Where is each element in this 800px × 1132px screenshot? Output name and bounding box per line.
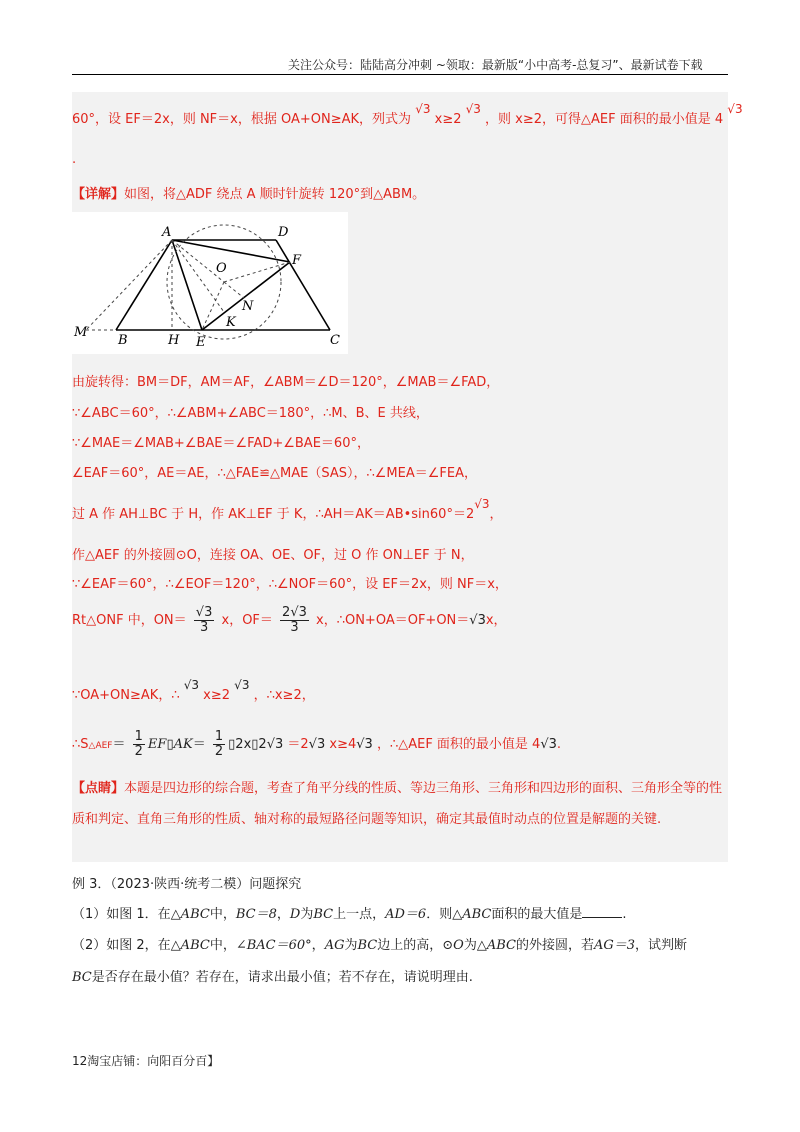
segment-ab bbox=[116, 240, 172, 330]
step-2: ∵∠ABC＝60°，∴∠ABM+∠ABC＝180°，∴M、B、E 共线， bbox=[72, 406, 429, 421]
sqrt-3: √3 bbox=[308, 737, 326, 752]
fraction-2sqrt3-over-3: $\frac{2√3}{3}$ bbox=[282, 605, 307, 635]
question-2-cont: BC是否存在最小值？若存在，请求出最小值；若不存在，请说明理由. bbox=[72, 970, 473, 985]
detail-tag: 【详解】 bbox=[72, 187, 125, 202]
segment-ae bbox=[172, 240, 202, 330]
label-b: B bbox=[118, 333, 128, 348]
label-n: N bbox=[242, 299, 254, 314]
segment-am bbox=[86, 240, 172, 330]
fraction-one-half: $\frac{1}{2}$ bbox=[134, 729, 143, 759]
sqrt-3: √3 bbox=[234, 678, 250, 692]
step-rt: Rt△ONF 中，ON＝ $\frac{√3}{3}$ x，OF＝ $\frac{2√3}{3}$ x，∴ON+OA＝OF+ON＝√3x， bbox=[72, 605, 507, 635]
segment-oe bbox=[202, 282, 224, 330]
sqrt-3: √3 bbox=[465, 102, 481, 116]
sqrt-3: √3 bbox=[356, 737, 373, 752]
solution-line-1-end: . bbox=[72, 152, 77, 167]
answer-blank bbox=[582, 905, 622, 918]
sqrt-3: √3 bbox=[415, 102, 431, 116]
subscript-aef: △AEF bbox=[88, 741, 113, 751]
sqrt-3: √3 bbox=[540, 737, 557, 752]
step-nof: ∵∠EAF＝60°，∴∠EOF＝120°，∴∠NOF＝60°，设 EF＝2x，则 NF＝x， bbox=[72, 577, 508, 592]
label-a: A bbox=[162, 225, 172, 240]
comment-tag: 【点睛】 bbox=[72, 781, 125, 796]
sqrt-3: √3 bbox=[474, 497, 490, 511]
step-circle: 作△AEF 的外接圆⊙O，连接 OA、OE、OF，过 O 作 ON⊥EF 于 N， bbox=[72, 548, 474, 563]
label-h: H bbox=[168, 333, 180, 348]
sqrt-3: √3 bbox=[727, 102, 743, 116]
sqrt-3: √3 bbox=[183, 678, 200, 692]
segment-dc bbox=[276, 240, 330, 330]
fraction-sqrt3-over-3: $\frac{√3}{3}$ bbox=[195, 605, 213, 635]
label-o: O bbox=[216, 261, 227, 276]
page-footer bbox=[72, 1052, 219, 1069]
label-e: E bbox=[196, 335, 206, 350]
label-k: K bbox=[226, 315, 236, 330]
page-header: 关注公众号：陆陆高分冲刺 ~领取：最新版“小中高考-总复习”、最新试卷下载 bbox=[288, 58, 703, 72]
detail-line bbox=[72, 183, 425, 202]
step-area: ∴S△AEF＝ $\frac{1}{2}$ EF▯AK＝ $\frac{1}{2}$ ▯2x▯2√3 ＝2√3 x≥4√3 ，∴△AEF 面积的最小值是 4√3. bbox=[72, 729, 562, 759]
figure-diagram bbox=[72, 212, 348, 354]
label-f: F bbox=[292, 253, 302, 268]
sqrt-3: √3 bbox=[266, 737, 284, 752]
sqrt-3: √3 bbox=[469, 613, 486, 628]
geometry-figure bbox=[72, 212, 348, 354]
footer-text: 淘宝店铺：向阳百分百】 bbox=[87, 1054, 220, 1068]
comment-text: 本题是四边形的综合题，考查了角平分线的性质、等边三角形、三角形和四边形的面积、三角形全等的性质和判定、直角三角形的性质、轴对称的最短路径问题等知识，确定其最值时动点的位置是解题的关键. bbox=[72, 781, 723, 827]
step-3: ∵∠MAE＝∠MAB+∠BAE＝∠FAD+∠BAE＝60°， bbox=[72, 436, 370, 451]
segment-ak bbox=[172, 240, 224, 312]
step-1: 由旋转得：BM＝DF，AM＝AF，∠ABM＝∠D＝120°，∠MAB＝∠FAD， bbox=[72, 375, 500, 390]
page-number: 12 bbox=[72, 1054, 88, 1068]
label-m: M bbox=[74, 325, 88, 340]
step-4: ∠EAF＝60°，AE＝AE，∴△FAE≌△MAE（SAS），∴∠MEA＝∠FEA， bbox=[72, 466, 477, 481]
segment-of bbox=[224, 262, 290, 282]
header-rule bbox=[72, 74, 728, 75]
example-title: 例 3．（2023·陕西·统考二模）问题探究 bbox=[72, 877, 302, 892]
label-d: D bbox=[278, 225, 289, 240]
segment-on bbox=[224, 282, 244, 298]
comment-block bbox=[72, 773, 728, 835]
step-inequality: ∵OA+ON≥AK，∴ √3 x≥2 √3 ，∴x≥2， bbox=[72, 678, 315, 703]
detail-text: 如图，将△ADF 绕点 A 顺时针旋转 120°到△ABM。 bbox=[124, 187, 426, 202]
question-1: （1）如图 1．在△ABC中，BC＝8，D为BC上一点，AD＝6．则△ABC面积的最大值是 . bbox=[72, 907, 627, 922]
question-2: （2）如图 2，在△ABC中，∠BAC＝60°，AG为BC边上的高，⊙O为△ABC的外接圆，若AG＝3，试判断 bbox=[72, 938, 688, 953]
solution-line-1: 60°，设 EF＝2x，则 NF＝x，根据 OA+ON≥AK，列式为 √3 x≥2 √3 ，则 x≥2，可得△AEF 面积的最小值是 4 √3 bbox=[72, 102, 743, 127]
label-c: C bbox=[330, 333, 340, 348]
fraction-one-half: $\frac{1}{2}$ bbox=[214, 729, 224, 759]
step-ah: 过 A 作 AH⊥BC 于 H，作 AK⊥EF 于 K，∴AH＝AK＝AB•sin60°＝2√3， bbox=[72, 497, 503, 522]
